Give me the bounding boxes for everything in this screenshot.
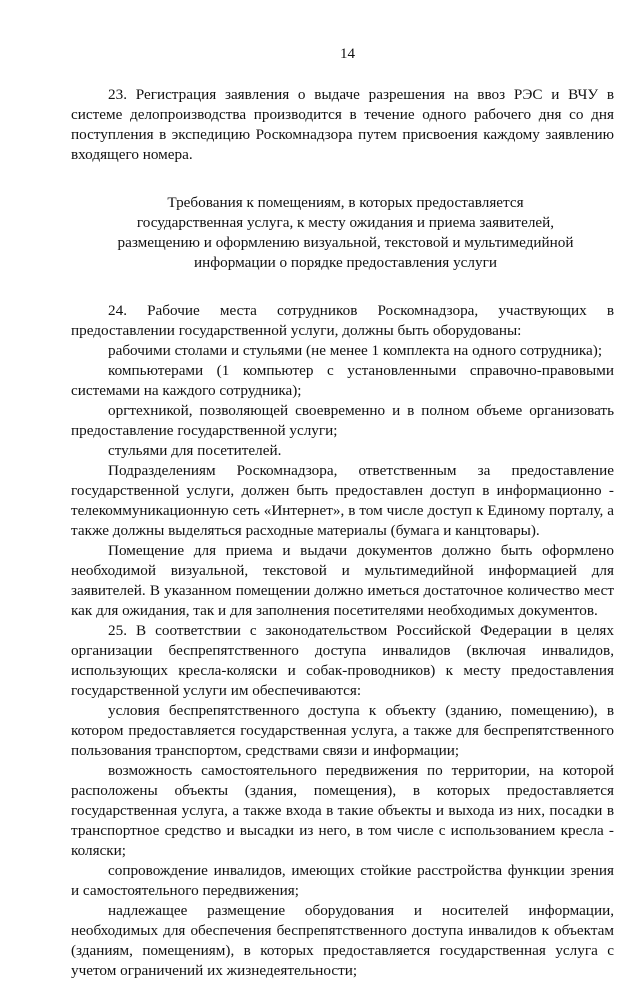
list-item: возможность самостоятельного передвижения по территории, на которой расположены объекты (здания, помещения), в которых предоставляется государственная услуга, а также входа в такие объекты и выхода из них, посадки в транспортное средство и высадки из него, в том числе с использованием кресла - коляски; [71,762,614,859]
paragraph-25-intro: 25. В соответствии с законодательством Российской Федерации в целях организации беспрепятственного доступа инвалидов (включая инвалидов, использующих кресла-коляски и собак-проводников) к месту предоставления государственной услуги им обеспечиваются: [71,622,614,699]
list-item: рабочими столами и стульями (не менее 1 комплекта на одного сотрудника); [108,342,603,359]
list-item: компьютерами (1 компьютер с установленными справочно-правовыми системами на каждого сотрудника); [71,362,614,399]
section-heading [101,193,590,273]
paragraph-24-intro: 24. Рабочие места сотрудников Роскомнадзора, участвующих в предоставлении государственной услуги, должны быть оборудованы: [71,302,614,339]
section-heading-line: государственная услуга, к месту ожидания и приема заявителей, [136,214,555,231]
section-heading-line: размещению и оформлению визуальной, текстовой и мультимедийной [117,234,574,251]
paragraph-23: 23. Регистрация заявления о выдаче разрешения на ввоз РЭС и ВЧУ в системе делопроизводства производится в течение одного рабочего дня со дня поступления в экспедицию Роскомнадзора путем присвоения каждому заявлению входящего номера. [71,86,614,163]
section-heading-line: Требования к помещениям, в которых предоставляется [167,194,524,211]
list-item: условия беспрепятственного доступа к объекту (зданию, помещению), в котором предоставляется государственная услуга, а также для беспрепятственного пользования транспортом, средствами связи и информации; [71,702,614,759]
list-item: надлежащее размещение оборудования и носителей информации, необходимых для обеспечения беспрепятственного доступа инвалидов к объектам (зданиям, помещениям), в которых предоставляется государственная услуга с учетом ограничений их жизнедеятельности; [71,902,614,979]
list-item: стульями для посетителей. [108,442,282,459]
list-item: сопровождение инвалидов, имеющих стойкие расстройства функции зрения и самостоятельного передвижения; [71,862,614,899]
section-heading-line: информации о порядке предоставления услуги [194,254,497,271]
page-number: 14 [340,46,355,62]
paragraph-premises: Помещение для приема и выдачи документов должно быть оформлено необходимой визуальной, текстовой и мультимедийной информацией для заявителей. В указанном помещении должно иметься достаточное количество мест как для ожидания, так и для заполнения посетителями необходимых документов. [71,542,614,619]
paragraph-internet-access: Подразделениям Роскомнадзора, ответственным за предоставление государственной услуги, должен быть предоставлен доступ в информационно - телекоммуникационную сеть «Интернет», в том числе доступ к Единому порталу, а также должны выделяться расходные материалы (бумага и канцтовары). [71,462,614,539]
list-item: оргтехникой, позволяющей своевременно и в полном объеме организовать предоставление государственной услуги; [71,402,614,439]
